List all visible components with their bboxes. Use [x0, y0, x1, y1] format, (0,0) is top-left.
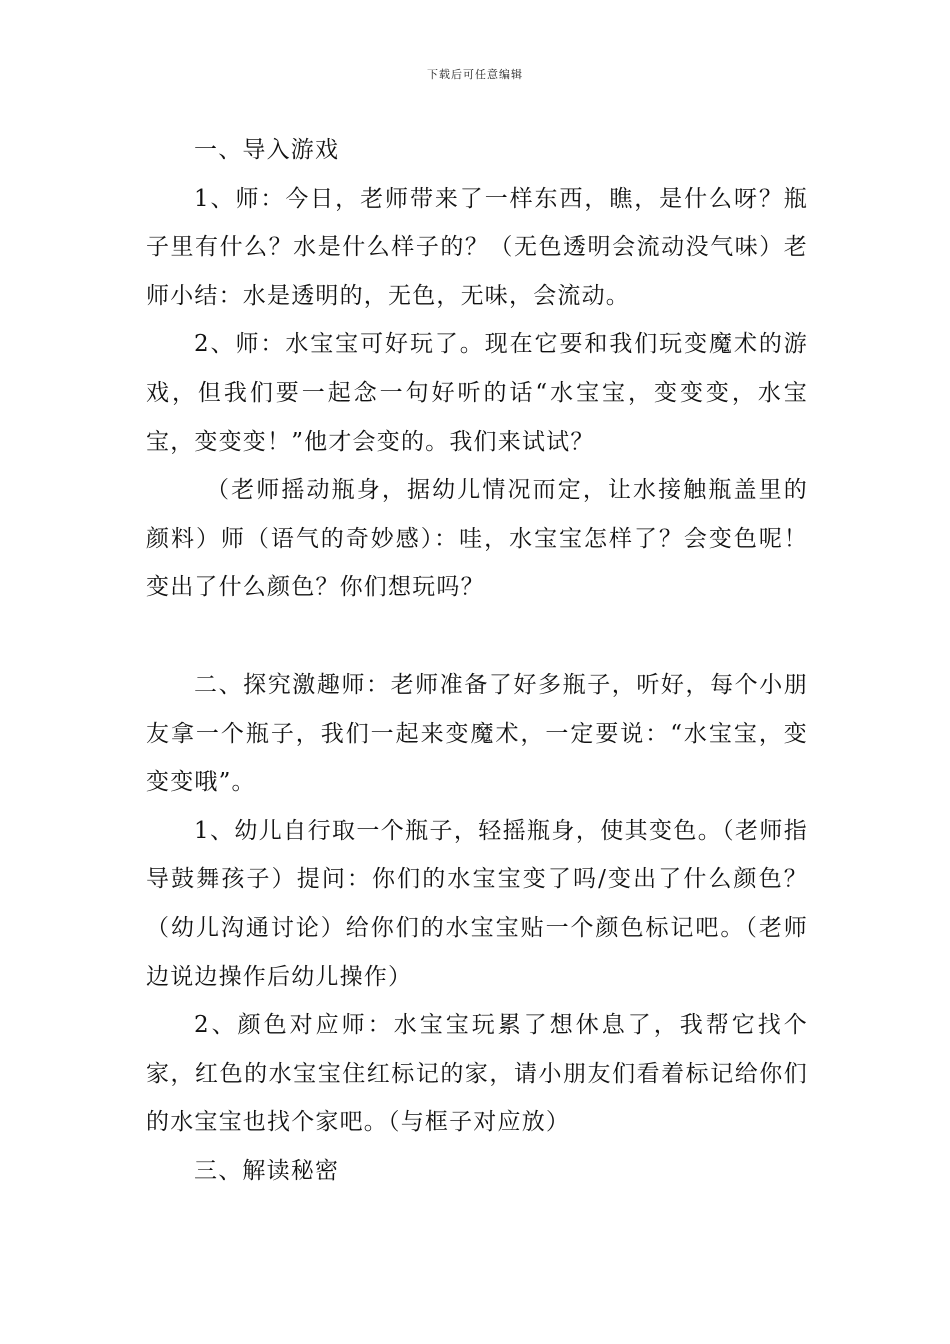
paragraph-spacer — [146, 612, 808, 661]
paragraph-4: 1、幼儿自行取一个瓶子，轻摇瓶身，使其变色。（老师指导鼓舞孩子）提问：你们的水宝宝变了吗/变出了什么颜色？（幼儿沟通讨论）给你们的水宝宝贴一个颜色标记吧。（老师边说边操作后幼儿操作） — [146, 817, 808, 990]
section-heading-1: 一、导入游戏 — [194, 137, 340, 163]
paragraph-5: 2、颜色对应师：水宝宝玩累了想休息了，我帮它找个家，红色的水宝宝住红标记的家，请小朋友们看着标记给你们的水宝宝也找个家吧。（与框子对应放） — [146, 1012, 808, 1136]
section-heading-3: 三、解读秘密 — [194, 1157, 340, 1184]
document-body — [146, 126, 808, 1195]
page-header-note: 下载后可任意编辑 — [427, 68, 523, 81]
paragraph-2: 2、师：水宝宝可好玩了。现在它要和我们玩变魔术的游戏，但我们要一起念一句好听的话“水宝宝，变变变，水宝宝，变变变！”他才会变的。我们来试试？ — [146, 331, 808, 455]
paragraph-1: 1、师：今日，老师带来了一样东西，瞧，是什么呀？瓶子里有什么？水是什么样子的？（无色透明会流动没气味）老师小结：水是透明的，无色，无味，会流动。 — [146, 185, 808, 309]
paragraph-3: （老师摇动瓶身，据幼儿情况而定，让水接触瓶盖里的颜料）师（语气的奇妙感）：哇，水宝宝怎样了？会变色呢！变出了什么颜色？你们想玩吗？ — [146, 477, 808, 601]
section-heading-2-paragraph: 二、探究激趣师：老师准备了好多瓶子，听好，每个小朋友拿一个瓶子，我们一起来变魔术，一定要说：“水宝宝，变变变哦”。 — [146, 671, 808, 796]
